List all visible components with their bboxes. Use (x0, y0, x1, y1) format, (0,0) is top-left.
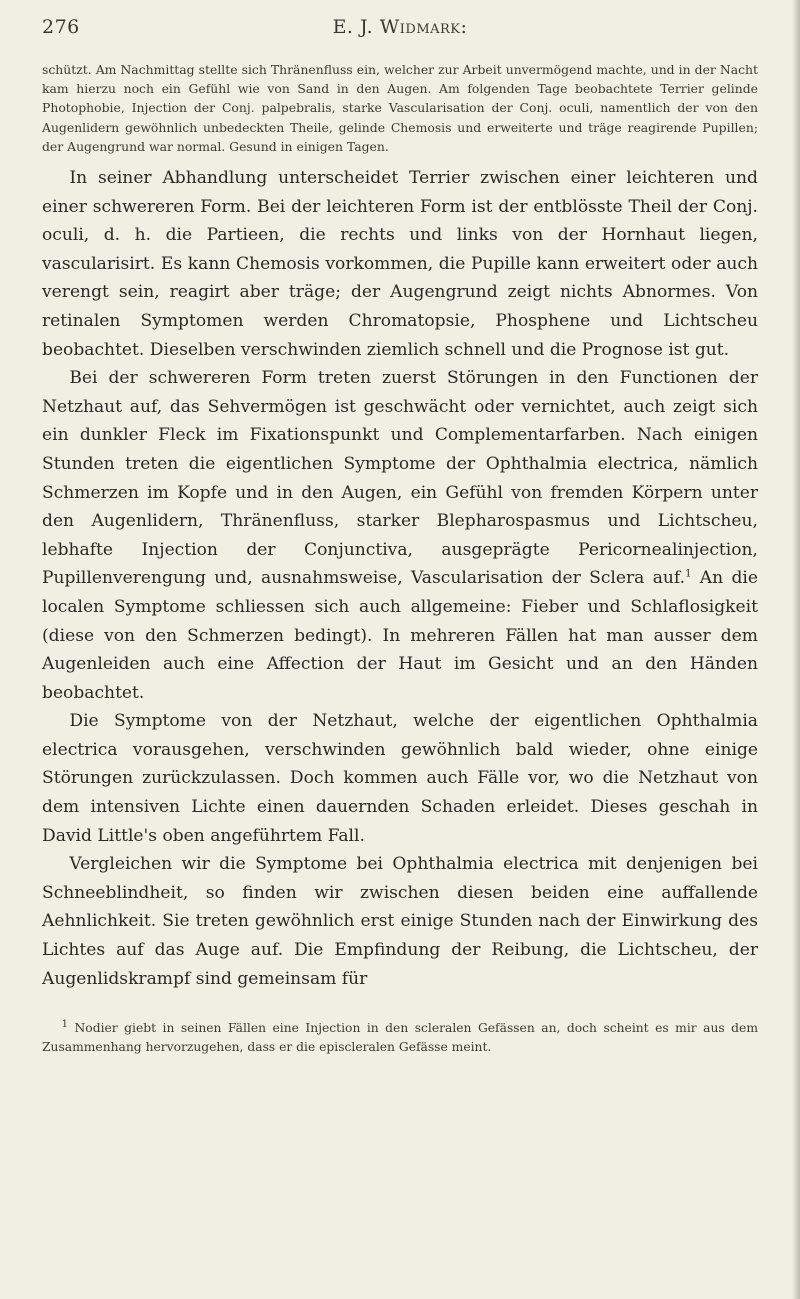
paragraph-3: Die Symptome von der Netzhaut, welche der eigentlichen Ophthalmia electrica vorausgehen, verschwinden gewöhnlich bald wieder, ohne einige Störungen zurückzulassen. Doch kommen auch Fälle vor, wo die Netzhaut von dem intensiven Lichte einen dauernden Schaden erleidet. Dieses geschah in David Little's oben angeführtem Fall. (42, 711, 758, 846)
footnote-marker: 1 (61, 1019, 69, 1031)
footnote-text: Nodier giebt in seinen Fällen eine Injection in den scleralen Gefässen an, doch scheint es mir aus dem Zusammenhang hervorzugehen, dass er die episcleralen Gefässe meint. (42, 1021, 758, 1055)
page-edge-shadow (792, 0, 800, 1299)
book-page (42, 16, 758, 1057)
footnote (42, 1019, 758, 1057)
running-head (42, 16, 758, 42)
paragraph-1: In seiner Abhandlung unterscheidet Terrier zwischen einer leichteren und einer schwereren Form. Bei der leichteren Form ist der entblösste Theil der Conj. oculi, d. h. die Partieen, die rechts und links von der Hornhaut liegen, vascularisirt. Es kann Chemosis vorkommen, die Pupille kann erweitert oder auch verengt sein, reagirt aber träge; der Augengrund zeigt nichts Abnormes. Von retinalen Symptomen werden Chromatopsie, Phosphene und Lichtscheu beobachtet. Dieselben verschwinden ziemlich schnell und die Prognose ist gut. (42, 168, 758, 360)
paragraph-2-continuation: An die localen Symptome schliessen sich auch allgemeine: Fieber und Schlaflosigkeit (diese von den Schmerzen bedingt). In mehreren Fällen hat man ausser dem Augenleiden auch eine Affection der Haut im Gesicht und an den Händen beobachtet. (42, 568, 758, 703)
continuation-paragraph: schützt. Am Nachmittag stellte sich Thränenfluss ein, welcher zur Arbeit unvermögend machte, und in der Nacht kam hierzu noch ein Gefühl wie von Sand in den Augen. Am folgenden Tage beobachtete Terrier gelinde Photophobie, Injection der Conj. palpebralis, starke Vascularisation der Conj. oculi, namentlich der von den Augenlidern gewöhnlich unbedeckten Theile, gelinde Chemosis und erweiterte und träge reagirende Pupillen; der Augengrund war normal. Gesund in einigen Tagen. (42, 62, 758, 154)
paragraph-2-text: Bei der schwereren Form treten zuerst Störungen in den Functionen der Netzhaut auf, das Sehvermögen ist geschwächt oder vernichtet, auch zeigt sich ein dunkler Fleck im Fixationspunkt und Complementarfarben. Nach einigen Stunden treten die eigentlichen Symptome der Ophthalmia electrica, nämlich Schmerzen im Kopfe und in den Augen, ein Gefühl von fremden Körpern unter den Augenlidern, Thränenfluss, starker Blepharospasmus und Lichtscheu, lebhafte Injection der Conjunctiva, ausgeprägte Pericornealinjection, Pupillenverengung und, ausnahmsweise, Vascularisation der Sclera auf. (42, 368, 758, 589)
page-number: 276 (42, 16, 80, 38)
running-title: E. J. Widmark: (332, 16, 468, 38)
paragraph-4: Vergleichen wir die Symptome bei Ophthalmia electrica mit denjenigen bei Schneeblindheit, so finden wir zwischen diesen beiden eine auffallende Aehnlichkeit. Sie treten gewöhnlich erst einige Stunden nach der Einwirkung des Lichtes auf das Auge auf. Die Empfindung der Reibung, die Lichtscheu, der Augenlidskrampf sind gemeinsam für (42, 854, 758, 989)
footnote-reference: 1 (685, 568, 692, 580)
main-text (42, 164, 758, 993)
paragraph-2 (42, 364, 758, 707)
